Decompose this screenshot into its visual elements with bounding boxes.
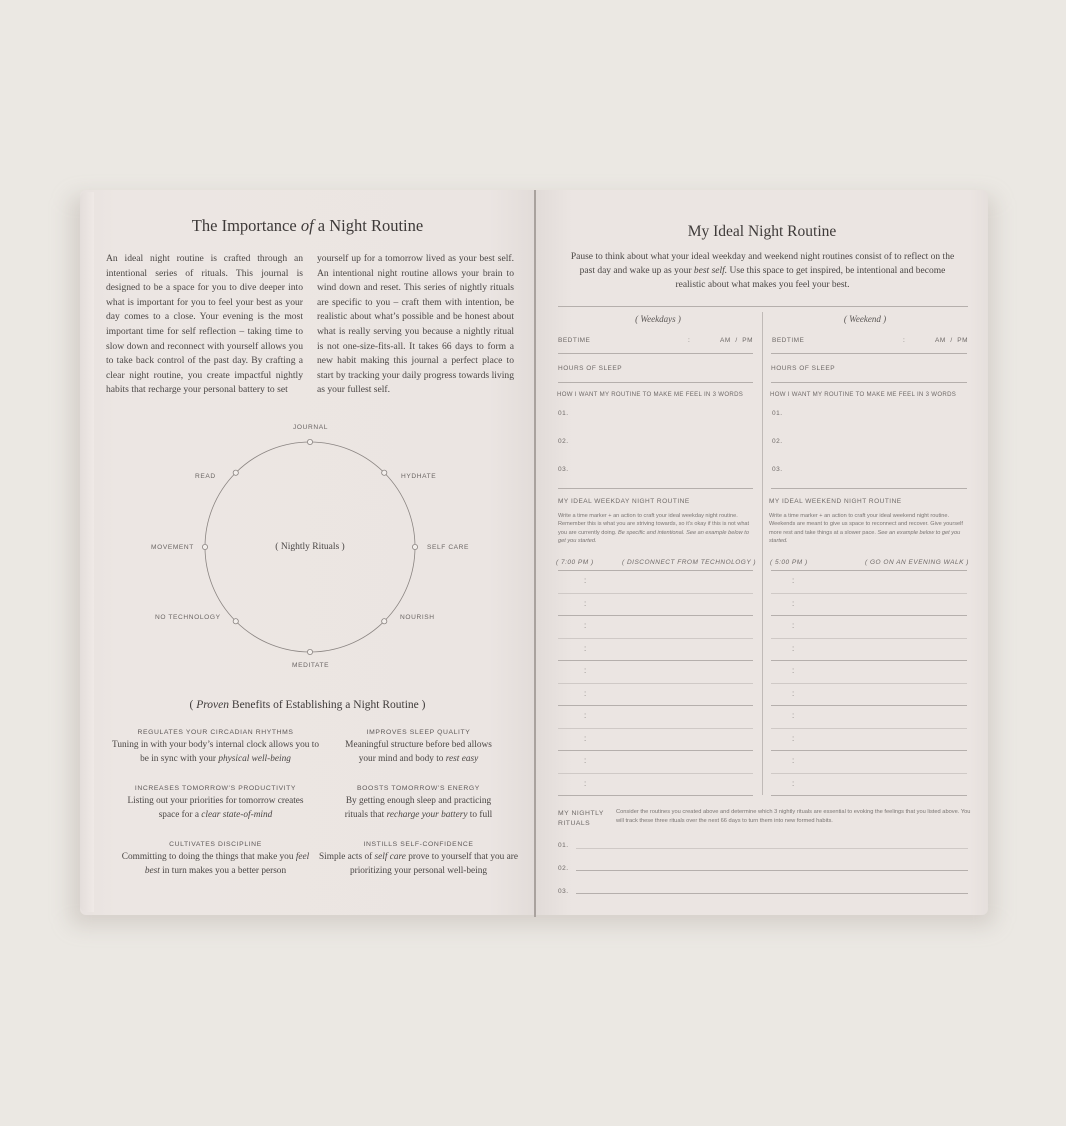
input-line [771,353,967,354]
column-divider [762,312,763,795]
time-colon: : [792,666,795,675]
right-page-intro [570,250,955,293]
benefit-text-plain: Simple acts of [319,852,375,862]
time-colon: : [792,778,795,788]
benefit-item [108,729,323,766]
intro-column-1: An ideal night routine is crafted through an intentional series of rituals. This journal is designed to be a space for you to dive deeper into what is important for you to feel your best as your day comes to a close. Your evening is the most important time for self reflection – taking time to slow down and reconnect with yourself allows you to take back control of the past day. By crafting a clear night routine, you create impactful nightly habits that recharge your personal battery to set [106,253,303,396]
ritual-dot [382,470,387,475]
weekend-word-1[interactable]: 01. [772,410,783,417]
time-colon: : [792,598,795,608]
intro-text: Pause to think about what your ideal weekday and weekend night routines consist of to reflect on the past day and wake up as your [570,252,955,277]
time-colon: : [792,621,795,630]
benefit-text-italic: recharge your battery [386,809,468,820]
weekend-routine-row[interactable] [771,684,967,705]
time-colon: : [792,576,795,585]
ritual-label-read: READ [195,473,216,480]
benefit-text-plain: By getting enough sleep and practicing rituals that [344,796,492,820]
weekend-routine-row[interactable] [771,639,967,660]
weekdays-word-3[interactable]: 03. [558,466,569,473]
benefit-text-italic: rest easy [445,753,479,764]
weekend-ampm[interactable]: AM / PM [935,337,969,344]
benefit-text-after: to full [467,809,493,820]
benefit-text-plain: Committing to doing the things that make you [121,852,296,862]
time-colon: : [792,711,795,720]
ritual-dot [202,544,207,549]
benefit-item [311,729,526,766]
intro-text: Use this space to get inspired, be intentional and become realistic about what makes you feel your best. [675,266,946,291]
weekdays-word-2[interactable]: 02. [558,438,569,445]
note-text: Write a time marker + an action to craft your ideal weekend night routine. Weekends are meant to give us space to reconnect and recover. Give yourself more rest and take things at a slower pace. [769,513,963,536]
time-colon: : [584,711,587,720]
benefit-text-italic: self care [374,852,406,862]
weekday-routine-heading: MY IDEAL WEEKDAY NIGHT ROUTINE [558,498,690,505]
weekend-routine-row[interactable] [771,616,967,637]
weekend-routine-row[interactable] [771,751,967,772]
weekday-routine-row[interactable] [558,684,753,705]
time-colon: : [792,756,795,765]
weekend-routine-row[interactable] [771,661,967,682]
benefit-text-italic: clear state-of-mind [201,809,273,820]
weekday-routine-row[interactable] [558,751,753,772]
nightly-rituals-label-2: RITUALS [558,820,591,827]
ritual-label-self-care: SELF CARE [427,544,470,551]
benefit-heading: IMPROVES SLEEP QUALITY [366,729,471,736]
routine-row-line [558,795,753,796]
weekend-example-action: ( GO ON AN EVENING WALK ) [865,559,969,566]
benefit-item [311,785,526,822]
nightly-ritual-1-number: 01. [558,842,569,849]
benefit-heading: REGULATES YOUR CIRCADIAN RHYTHMS [137,729,294,736]
weekdays-word-1[interactable]: 01. [558,410,569,417]
time-colon: : [584,756,587,765]
input-line [558,382,753,383]
benefit-heading: BOOSTS TOMORROW’S ENERGY [357,785,480,792]
nightly-ritual-2-line[interactable] [576,870,968,871]
weekday-routine-row[interactable] [558,661,753,682]
note-text: Write a time marker + an action to craft your ideal weekday night routine. Remember this is what you are striving towards, so it’s okay if this is not what you are currently doing. [558,513,750,536]
title-text: a Night Routine [313,216,424,235]
ritual-label-no-technology: NO TECHNOLOGY [155,614,221,621]
weekday-routine-row[interactable] [558,571,753,592]
weekend-routine-note [769,512,964,546]
benefit-text [108,795,323,822]
weekend-routine-heading: MY IDEAL WEEKEND NIGHT ROUTINE [769,498,902,505]
input-line [558,488,753,489]
weekday-routine-row[interactable] [558,774,753,795]
book-spine [534,190,536,917]
time-colon: : [584,778,587,788]
weekdays-hours-label: HOURS OF SLEEP [558,365,623,372]
weekend-bedtime-colon: : [903,337,906,344]
time-colon: : [584,576,587,585]
benefit-heading: INCREASES TOMORROW’S PRODUCTIVITY [134,785,297,792]
weekdays-title: ( Weekdays ) [635,314,681,324]
benefit-text [108,739,323,766]
time-colon: : [792,733,795,743]
section-divider [558,306,968,307]
benefit-text [108,851,323,878]
weekday-example-time: ( 7:00 PM ) [556,559,594,566]
note-italic: Be specific and intentional. See an example below to get you started. [558,529,749,545]
benefit-text-italic: physical well-being [218,753,291,764]
time-colon: : [584,621,587,630]
weekday-routine-note [558,512,753,546]
weekend-routine-row[interactable] [771,729,967,750]
time-colon: : [584,733,587,743]
weekend-routine-row[interactable] [771,571,967,592]
title-italic: of [300,216,314,235]
input-line [771,382,967,383]
weekday-routine-row[interactable] [558,616,753,637]
weekday-routine-row[interactable] [558,729,753,750]
weekday-example-action: ( DISCONNECT FROM TECHNOLOGY ) [622,559,757,566]
benefit-item [108,841,323,878]
benefit-text [311,739,526,766]
benefit-text-after: in turn makes you a better person [159,865,287,876]
weekend-routine-row[interactable] [771,706,967,727]
ritual-dot [233,470,238,475]
weekday-routine-row[interactable] [558,639,753,660]
weekend-routine-row[interactable] [771,594,967,615]
weekend-routine-row[interactable] [771,774,967,795]
nightly-ritual-2-number: 02. [558,865,569,872]
benefit-text [311,851,526,878]
note-italic: See an example below to get you started. [769,529,961,545]
intro-italic: best self. [693,266,728,277]
time-colon: : [792,643,795,653]
ritual-label-nourish: NOURISH [400,614,435,621]
rituals-center-label: ( Nightly Rituals ) [275,542,345,552]
right-page-title: My Ideal Night Routine [687,223,837,240]
nightly-ritual-1-line[interactable] [576,848,968,849]
benefits-title [80,699,535,711]
ritual-dot [307,649,312,654]
weekend-title: ( Weekend ) [843,314,887,324]
benefits-title-text: ( [189,699,197,711]
weekend-word-2[interactable]: 02. [772,438,783,445]
benefit-item [311,841,526,878]
benefits-title-italic: Proven [196,699,230,711]
nightly-rituals-label-1: MY NIGHTLY [558,810,604,817]
benefit-text-after: prove to yourself that you are prioritizing your personal well-being [349,852,518,876]
benefit-text-plain: Tuning in with your body’s internal clock allows you to be in sync with your [111,740,320,764]
weekend-word-3[interactable]: 03. [772,466,783,473]
weekday-routine-row[interactable] [558,706,753,727]
weekdays-ampm[interactable]: AM / PM [720,337,754,344]
input-line [558,353,753,354]
benefit-heading: CULTIVATES DISCIPLINE [169,841,262,848]
nightly-ritual-3-number: 03. [558,888,569,895]
ritual-dot [307,439,312,444]
benefit-heading: INSTILLS SELF-CONFIDENCE [363,841,474,848]
weekdays-bedtime-colon: : [688,337,691,344]
benefit-item [108,785,323,822]
ritual-dot [382,619,387,624]
benefits-title-text: Benefits of Establishing a Night Routine ) [229,699,426,711]
time-colon: : [584,688,587,698]
benefit-text-italic: feel best [144,852,310,876]
weekdays-bedtime-label: BEDTIME [558,337,591,344]
weekend-bedtime-label: BEDTIME [772,337,805,344]
weekend-example-time: ( 5:00 PM ) [770,559,808,566]
ritual-label-journal: JOURNAL [293,424,328,431]
ritual-dot [233,619,238,624]
ritual-label-hydrate: HYDHATE [401,473,437,480]
time-colon: : [584,643,587,653]
page-edges [80,192,94,912]
title-text: The Importance [191,216,301,235]
time-colon: : [584,598,587,608]
ritual-dot [412,544,417,549]
time-colon: : [792,688,795,698]
ritual-label-meditate: MEDITATE [292,662,330,669]
benefit-text-plain: Meaningful structure before bed allows your mind and body to [345,740,492,764]
routine-row-line [771,795,967,796]
input-line [771,488,967,489]
intro-column-2: yourself up for a tomorrow lived as your best self. An intentional night routine allows your brain to wind down and reset. This series of nightly rituals are specific to you – craft them with intention, be realistic about what’s possible and be honest about what is really serving you because a nightly ritual is not one-size-fits-all. It takes 66 days to form a new habit making this journal a perfect place to start by tracking your daily progress towards living as your fullest self. [317,253,514,396]
weekday-routine-row[interactable] [558,594,753,615]
weekend-hours-label: HOURS OF SLEEP [771,365,836,372]
benefit-text-plain: Listing out your priorities for tomorrow creates space for a [127,796,304,820]
nightly-ritual-3-line[interactable] [576,893,968,894]
benefit-text [311,795,526,822]
time-colon: : [584,666,587,675]
weekend-feel-label: HOW I WANT MY ROUTINE TO MAKE ME FEEL IN 3 WORDS [770,391,957,398]
weekdays-feel-label: HOW I WANT MY ROUTINE TO MAKE ME FEEL IN 3 WORDS [557,391,744,398]
left-page-title [80,216,535,236]
ritual-label-movement: MOVEMENT [151,544,194,551]
nightly-rituals-note: Consider the routines you created above and determine which 3 nightly rituals are essential to evoking the feelings that you listed above. You will track these three rituals over the next 66 days to turn them into new formed habits. [616,809,971,824]
